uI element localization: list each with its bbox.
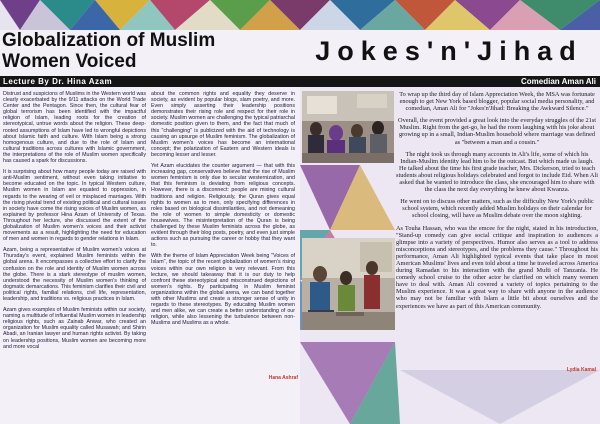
geometric-banner xyxy=(0,0,600,30)
article-paragraph: about the common rights and equality they deserve in society, as evident by popular blogs, slam poetry, and more. Even simply asserting their leadership positions demonstrates their rising role and respect for their role in society. Muslim women are challenging the typical patriarchal domestic position given to them, and the fact that much of this "challenging" is publicized with the aid of technology is causing an upsurge of Muslim feminism. The globalization of Muslim women's voices has become an international concept; the polarization of Eastern and Western ideals is becoming lesser and lesser. xyxy=(151,91,295,158)
article-paragraph: The night took us through many accounts in Ali's life, some of which his Indian-Muslim identity lead him to be the outcast. But which made us laugh. He talked about the time his first grade teacher, Mrs. Dickerson, tried to teach students about religious holidays celebrated and forgot to include Eid. When Ali asked that he wanted to introduce the class, she encouraged him to share with the class the next day everything he knew about Kwanza. xyxy=(396,150,598,194)
byline-bar xyxy=(0,76,600,87)
author-credit-right: Lydia Kamal xyxy=(566,367,596,373)
article-paragraph: Azam gives examples of Muslim feminists within our society, naming a multitude of influential Muslim women in leadership religious rights, such as Zainab Anwar, who created an organization for Muslim equality called Musawah; and Shirin Abadi, an Iranian lawyer and human rights activist. By taking on leadership positions, Muslim women are becoming more and more vocal xyxy=(3,307,146,350)
left-headline xyxy=(2,30,298,74)
article-paragraph: Distrust and suspicions of Muslims in the Western world was clearly exacerbated by the 9/11 attacks on the World Trade Center and the Pentagon. Since then, the cultural fear of global terrorism has been identified with the impactful religion of Islam, leading roots for the creation of stereotypical, untrue words about the religion. These deep-rooted assumptions of Islam have led to wrongful depictions about Islamic faith and culture. With Islam being a strong homogenous culture, and due to the role of Islam and cultural traditions across cultures with Islamic government, the interpretations of the role of Muslim women specifically has caused a spark for discussions. xyxy=(3,91,146,165)
article-paragraph: To wrap up the third day of Islam Appreciation Week, the MSA was fortunate enough to get New York based blogger, popular social media personality, and comedian, Aman Ali for "Jokes'n'Jihad: Breaking the Awkward Silence." xyxy=(399,91,595,113)
article-left-column-1 xyxy=(3,91,146,419)
byline-right: Comedian Aman Ali xyxy=(521,77,596,86)
article-paragraph: As Touha Hassan, who was the emcee for the night, stated in his introduction, "Stand-up comedy can give social critique and inspiration to audiences a glimpse into a variety of perspectives. Humor also serves as a tool to address misconceptions and stereotypes, and the problems they cause." Throughout his performance, Aman Ali highlighted typical events that take place in most American Muslims' lives and even told about a time he traveled across America during Ramadan to his interaction with the grand Mufti of Tanzania. He comedy school cruise to the other actor he clarified on which many women have to deal with. Aman Ali covered a variety of topics pertaining to the Muslim experience. It was a great way to share with anyone in the audience who may not be familiar with Islam a little bit about ourselves and the experiences we have as part of this American community. xyxy=(396,224,598,310)
article-paragraph: Yet Azam elucidates the counter argument — that with this increasing gap, conservatives believe that the rise of Muslim women feminism is only due to secular westernization, and that this feminism is deviating from religious concepts. However, there is a disconnect: people are mixing cultural traditions and religion. Religiously, the Quran gives equal rights to women as to men, only specifying differences in roles based on biological dissimilarities, and not demeaning the role of women to simple domesticity or domestic housewives. The misinterpretation of the Quran is being challenged by these Muslim feminists across the globe, as evident through their blog posts, poetry, and even just simple actions such as pursuing the career or hobby that they want to. xyxy=(151,163,295,249)
article-paragraph: Overall, the event provided a great look into the everyday struggles of the 21st Muslim. Right from the get-go, he had the room laughing with his joke about growing up in a small, Indian-Muslim household where marriage was defined as "between a man and a cousin." xyxy=(398,117,596,146)
comedy-event-photo xyxy=(302,238,395,330)
article-paragraph: Azam, being a representative of Muslim women's voices at Thursday's event, explained Muslim feminists within the global arena. It encompasses a collective effort to clarify the confusion on the role and identity of Muslim women across the globe. There is a stark stereotype of muslim women, understood the necessity of Muslim women's thinking of dogmatic demarcations. This feminism clarifies their civil and political rights, familial relations, civil life, representation, leadership, and traditions vs. religious practices in Islam. xyxy=(3,247,146,302)
article-paragraph: He went on to discuss other matters, such as the difficulty New York's public school system, which recently added Muslim holidays on their calendar for school closing, will have as Muslim debate over the moon sighting. xyxy=(400,198,594,220)
author-credit-left: Hana Ashraf xyxy=(268,375,298,381)
article-paragraph: With the theme of Islam Appreciation Week being "Voices of Islam", the topic of the recent globalization of women's rising voices within our own religion is very relevant. From this lecture, we should takeaway that it is our duty to help confront these stereotypical and misconstrued depictions of women's rights. By participating in Muslim feminist organizations within the global arena, we can band together with other Muslims and create a stronger sense of unity in regards to these stereotypes. By educating Muslim women and men alike, we can create a better understanding of our religion, while also lessening the turbulence between non-Muslims and Muslims as a whole. xyxy=(151,253,295,327)
article-right xyxy=(396,91,598,366)
right-headline: Jokes'n'Jihad xyxy=(315,36,583,66)
article-paragraph: It is surprising about how many people today are raised with anti-Muslim sentiment, without even taking initiative to become educated on the topic. In typical Western culture, Muslim women in Islam are equated to oppression, in regards to the wearing of veil or misplaced marriages. With the rising pivotal trend of existing political and cultural issues in society have come the rising voices of Muslim women, as explained by professor Hina Azam of University of Texas. Throughout her lecture, she discussed the extent of the globalization of Muslim women's voices and their activist movements as a result, highlighting the need for education of men and women in regards to gender relations in Islam. xyxy=(3,169,146,243)
byline-left: Lecture By Dr. Hina Azam xyxy=(3,77,113,86)
audience-photo xyxy=(302,91,394,163)
left-headline-line2: Women Voiced xyxy=(2,51,137,72)
left-headline-line1: Globalization of Muslim xyxy=(2,30,216,51)
article-left-column-2 xyxy=(151,91,295,419)
